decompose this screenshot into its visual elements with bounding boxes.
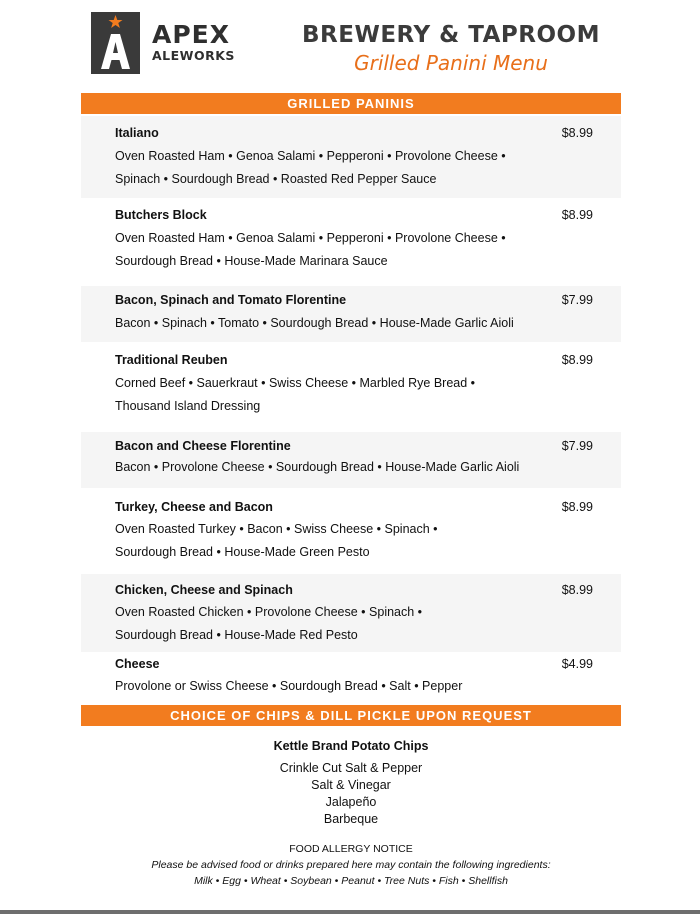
menu-item: [81, 198, 621, 282]
footer-divider: [0, 910, 700, 914]
chip-flavor: Barbeque: [323, 812, 379, 826]
menu-item-name: Italiano: [115, 126, 159, 140]
menu-item: [81, 490, 621, 572]
menu-item-price: $7.99: [561, 293, 593, 307]
menu-item-desc-line: Thousand Island Dressing: [115, 398, 261, 413]
menu-item: [81, 574, 621, 654]
menu-item-desc-line: Oven Roasted Ham • Genoa Salami • Pepperoni • Provolone Cheese •: [115, 231, 506, 245]
page-subtitle: Grilled Panini Menu: [354, 51, 548, 75]
brand-wordmark: [152, 22, 235, 64]
menu-item-name: Bacon and Cheese Florentine: [115, 439, 291, 453]
menu-item-desc-line: Oven Roasted Chicken • Provolone Cheese • Spinach •: [115, 605, 423, 619]
menu-item-description: [115, 518, 585, 563]
menu-item-description: [115, 372, 585, 417]
menu-item-desc-line: Sourdough Bread • House-Made Green Pesto: [115, 544, 370, 559]
menu-item-desc-line: Provolone or Swiss Cheese • Sourdough Bread • Salt • Pepper: [115, 679, 463, 693]
allergy-ingredients: Milk • Egg • Wheat • Soybean • Peanut • Tree Nuts • Fish • Shellfish: [194, 875, 508, 887]
page-title: BREWERY & TAPROOM: [302, 22, 600, 48]
menu-item-price: $7.99: [561, 439, 593, 453]
menu-item-description: [115, 227, 585, 272]
menu-item-desc-line: Corned Beef • Sauerkraut • Swiss Cheese • Marbled Rye Bread •: [115, 376, 476, 390]
menu-item-description: [115, 601, 585, 646]
menu-item: [81, 286, 621, 342]
menu-item-description: [115, 145, 585, 190]
menu-item-description: [115, 312, 585, 335]
chip-flavor: Crinkle Cut Salt & Pepper: [279, 761, 423, 775]
brand-logo: [91, 12, 140, 74]
menu-item-desc-line: Oven Roasted Turkey • Bacon • Swiss Cheese • Spinach •: [115, 522, 438, 536]
menu-item-name: Cheese: [115, 657, 160, 671]
brand-subname: ALEWORKS: [152, 48, 235, 63]
menu-item: [81, 652, 621, 702]
menu-item-description: [115, 675, 585, 698]
chip-flavor: Salt & Vinegar: [311, 778, 391, 792]
brand-name: APEX: [152, 20, 231, 49]
menu-item-desc-line: Spinach • Sourdough Bread • Roasted Red Pepper Sauce: [115, 171, 437, 186]
section-header-paninis: GRILLED PANINIS: [81, 93, 621, 114]
menu-item-price: $8.99: [561, 353, 593, 367]
menu-item-desc-line: Bacon • Spinach • Tomato • Sourdough Bread • House-Made Garlic Aioli: [115, 316, 514, 330]
page-header: [290, 20, 612, 76]
section-header-chips: CHOICE OF CHIPS & DILL PICKLE UPON REQUEST: [81, 705, 621, 726]
menu-item-description: [115, 456, 585, 479]
menu-item-desc-line: Oven Roasted Ham • Genoa Salami • Pepperoni • Provolone Cheese •: [115, 149, 506, 163]
menu-item-name: Traditional Reuben: [115, 353, 228, 367]
menu-item-price: $8.99: [561, 208, 593, 222]
chips-section: [81, 739, 621, 828]
allergy-notice-title: FOOD ALLERGY NOTICE: [289, 843, 413, 855]
allergy-notice: [81, 841, 621, 889]
menu-item-price: $8.99: [561, 126, 593, 140]
menu-item: [81, 432, 621, 488]
menu-item-name: Chicken, Cheese and Spinach: [115, 583, 293, 597]
menu-item-name: Turkey, Cheese and Bacon: [115, 500, 273, 514]
menu-item-desc-line: Bacon • Provolone Cheese • Sourdough Bread • House-Made Garlic Aioli: [115, 460, 520, 474]
menu-item-price: $8.99: [561, 500, 593, 514]
menu-item-name: Bacon, Spinach and Tomato Florentine: [115, 293, 347, 307]
menu-item-desc-line: Sourdough Bread • House-Made Marinara Sauce: [115, 253, 388, 268]
menu-item-name: Butchers Block: [115, 208, 207, 222]
menu-item: [81, 346, 621, 430]
allergy-notice-text: Please be advised food or drinks prepared here may contain the following ingredients:: [151, 859, 551, 871]
chips-title: Kettle Brand Potato Chips: [273, 739, 429, 753]
chip-flavor: Jalapeño: [325, 795, 377, 809]
menu-item-price: $8.99: [561, 583, 593, 597]
menu-item-desc-line: Sourdough Bread • House-Made Red Pesto: [115, 627, 358, 642]
menu-item: [81, 116, 621, 198]
menu-item-price: $4.99: [561, 657, 593, 671]
